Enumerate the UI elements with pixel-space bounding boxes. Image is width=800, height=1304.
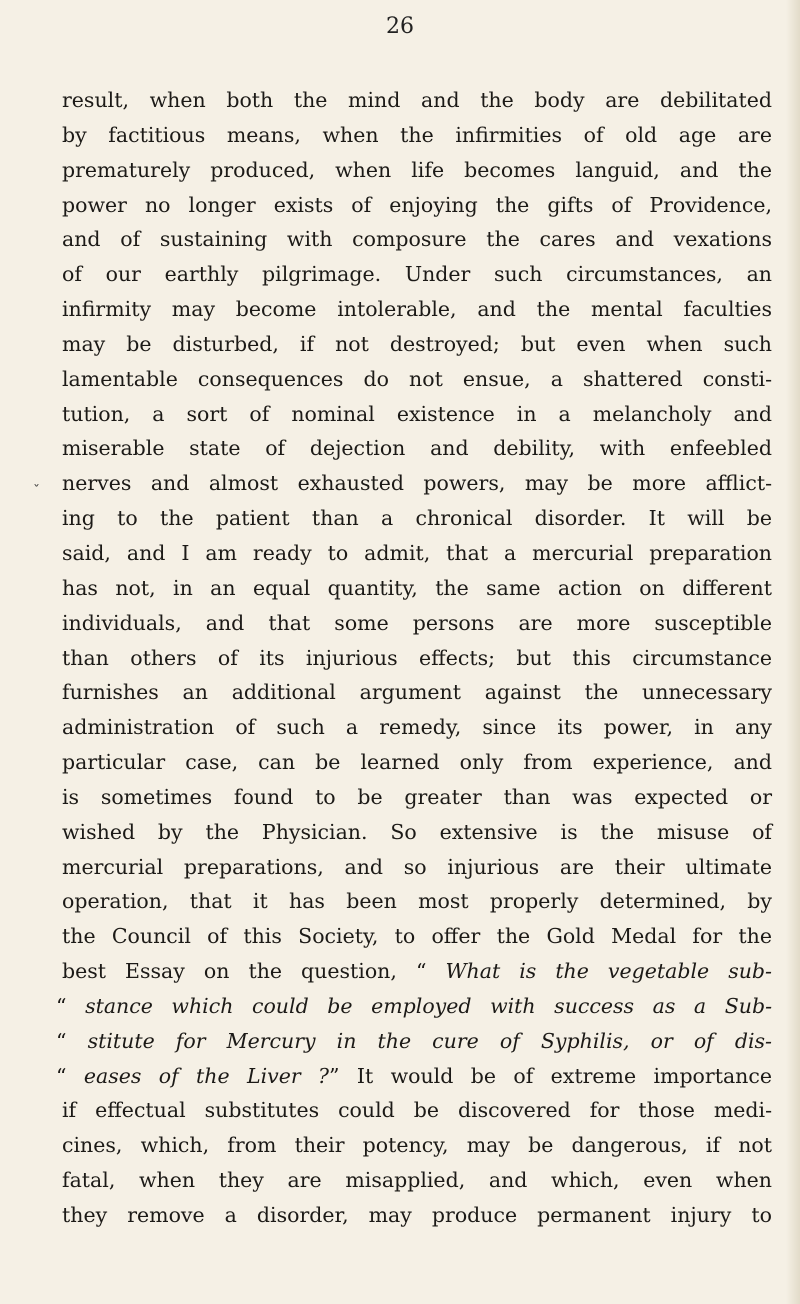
text-line: administration of such a remedy, since its power, in any [62, 715, 772, 740]
text-line: they remove a disorder, may produce permanent injury to [62, 1203, 772, 1227]
text-line: said, and I am ready to admit, that a mercurial preparation [62, 540, 772, 565]
page-number: 26 [386, 14, 414, 39]
text-line: mercurial preparations, and so injurious are their ultimate [62, 854, 772, 879]
text-line: miserable state of dejection and debility, with enfeebled [62, 436, 772, 461]
text-line: infirmity may become intolerable, and the mental faculties [62, 297, 772, 322]
text-line: than others of its injurious effects; but this circumstance [62, 645, 772, 670]
text-line: operation, that it has been most properly determined, by [62, 889, 772, 914]
text-line-quote-start [62, 954, 772, 989]
quote-line-mark: “ [56, 993, 67, 1018]
text-line: the Council of this Society, to offer the Gold Medal for the [62, 924, 772, 949]
quote-lead-text: best Essay on the question, [62, 959, 397, 984]
body-text [56, 83, 772, 1233]
text-line: and of sustaining with composure the cares and vexations [62, 227, 772, 252]
quote-italic-text: What is the vegetable sub- [445, 959, 772, 984]
after-quote-text: It would be of extreme importance [339, 1063, 772, 1088]
text-line: nerves and almost exhausted powers, may be more afflict- [62, 471, 772, 496]
text-line: if effectual substitutes could be discovered for those medi- [62, 1098, 772, 1123]
text-line-quote [56, 989, 772, 1024]
margin-mark: ˇ [33, 483, 40, 499]
text-line: individuals, and that some persons are more susceptible [62, 610, 772, 635]
text-line: may be disturbed, if not destroyed; but even when such [62, 331, 772, 356]
text-line: by factitious means, when the infirmities of old age are [62, 122, 772, 147]
quote-line-mark: “ [56, 1028, 67, 1053]
text-line: of our earthly pilgrimage. Under such circumstances, an [62, 262, 772, 287]
text-line: power no longer exists of enjoying the gifts of Providence, [62, 192, 772, 217]
text-line: ing to the patient than a chronical disorder. It will be [62, 506, 772, 531]
text-line: tution, a sort of nominal existence in a melancholy and [62, 401, 772, 426]
text-line: prematurely produced, when life becomes languid, and the [62, 157, 772, 182]
text-line: particular case, can be learned only from experience, and [62, 750, 772, 775]
quote-italic-text: stitute for Mercury in the cure of Syphilis, or of dis- [87, 1028, 772, 1053]
text-line: furnishes an additional argument against the unnecessary [62, 680, 772, 705]
page-edge-shadow [786, 0, 800, 1304]
text-line: fatal, when they are misapplied, and which, even when [62, 1168, 772, 1193]
quote-italic-text: eases of the Liver ? [83, 1063, 330, 1088]
quote-italic-text: stance which could be employed with success as a Sub- [85, 993, 772, 1018]
quote-close-mark: ” [329, 1063, 340, 1088]
text-line-quote-end [56, 1059, 772, 1094]
quote-open-mark: “ [415, 959, 427, 984]
text-line: cines, which, from their potency, may be dangerous, if not [62, 1133, 772, 1158]
text-line: is sometimes found to be greater than was expected or [62, 784, 772, 809]
text-line: result, when both the mind and the body are debilitated [62, 88, 772, 112]
quote-line-mark: “ [56, 1063, 67, 1088]
text-line-quote [56, 1024, 772, 1059]
text-line: has not, in an equal quantity, the same action on different [62, 575, 772, 600]
text-line: lamentable consequences do not ensue, a shattered consti- [62, 366, 772, 391]
text-line: wished by the Physician. So extensive is the misuse of [62, 819, 772, 844]
